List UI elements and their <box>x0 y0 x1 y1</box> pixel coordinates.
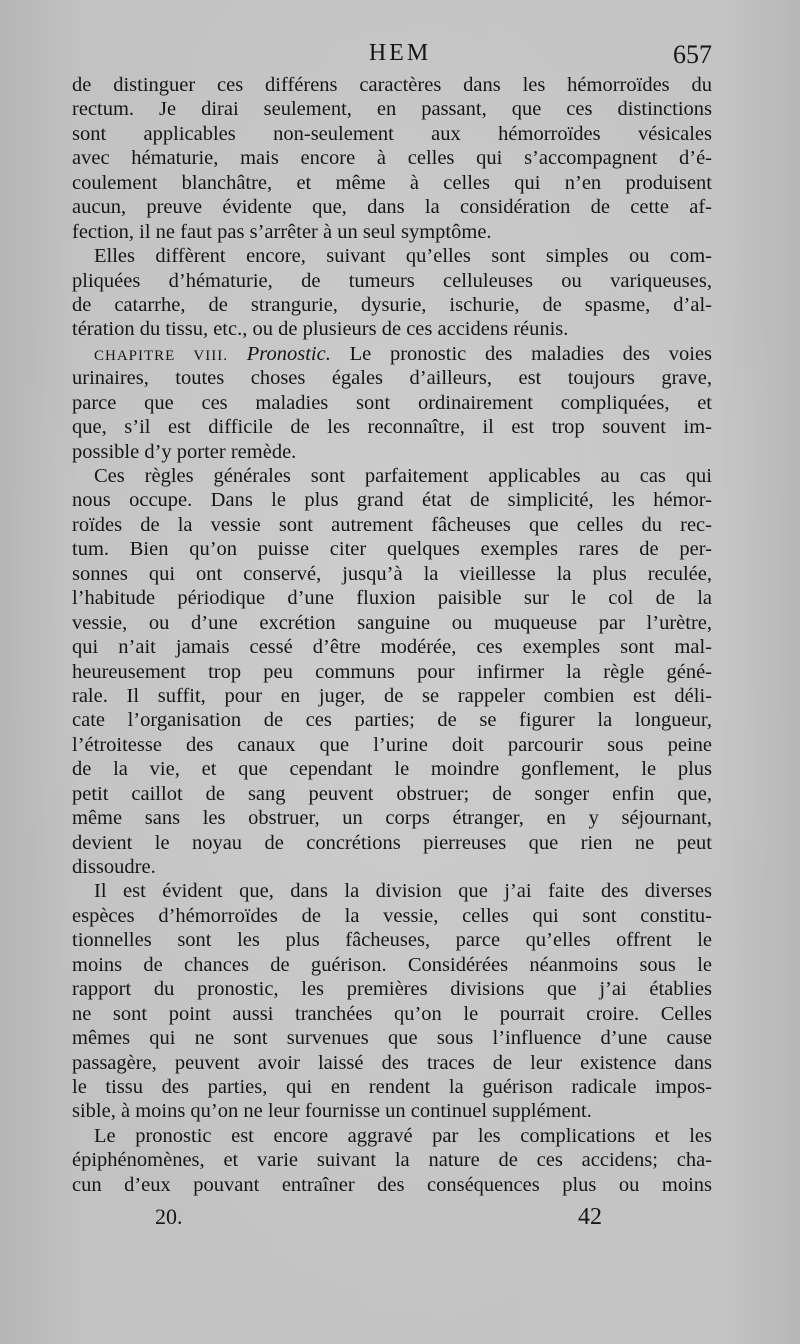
text-line: ne sont point aussi tranchées qu’on le pourrait croire. Celles <box>72 1002 712 1025</box>
text-line: le tissu des parties, qui en rendent la guérison radicale impos- <box>72 1075 712 1098</box>
text-line: même sans les obstruer, un corps étranger, en y séjournant, <box>72 807 712 830</box>
paragraph <box>72 464 712 879</box>
paragraph <box>72 1124 712 1197</box>
text-line: rapport du pronostic, les premières divisions que j’ai établies <box>72 978 712 1001</box>
page-footer <box>0 1204 800 1240</box>
paragraph <box>72 879 712 1123</box>
text-line: heureusement trop peu communs pour infirmer la règle géné- <box>72 660 712 683</box>
text-line: tionnelles sont les plus fâcheuses, parce qu’elles offrent le <box>72 929 712 952</box>
page-number: 657 <box>673 40 712 69</box>
text-line: passagère, peuvent avoir laissé des traces de leur existence dans <box>72 1051 712 1074</box>
text-line: sible, à moins qu’on ne leur fournisse un continuel supplément. <box>72 1100 592 1123</box>
chapter-paragraph <box>72 342 712 464</box>
text-line: vessie, ou d’une excrétion sanguine ou muqueuse par l’urètre, <box>72 611 712 634</box>
text-line: petit caillot de sang peuvent obstruer; de songer enfin que, <box>72 782 712 805</box>
text-line: l’étroitesse des canaux que l’urine doit parcourir sous peine <box>72 733 712 756</box>
text-line: l’habitude périodique d’une fluxion paisible sur le col de la <box>72 587 712 610</box>
text-line: épiphénomènes, et varie suivant la nature de ces accidens; cha- <box>72 1149 712 1172</box>
volume-signature: 20. <box>155 1204 183 1229</box>
text-line: dissoudre. <box>72 856 156 878</box>
paragraph <box>72 73 712 244</box>
text-line: pliquées d’hématurie, de tumeurs celluleuses ou variqueuses, <box>72 269 712 292</box>
chapter-first-line-text: Le pronostic des maladies des voies <box>349 342 713 365</box>
running-head <box>0 38 800 74</box>
text-line: Le pronostic est encore aggravé par les complications et les <box>94 1124 712 1147</box>
text-line: aucun, preuve évidente que, dans la considération de cette af- <box>72 196 712 219</box>
text-line: roïdes de la vessie sont autrement fâcheuses que celles du rec- <box>72 513 712 536</box>
text-line: sont applicables non-seulement aux hémorroïdes vésicales <box>72 122 712 145</box>
text-line: moins de chances de guérison. Considérées néanmoins sous le <box>72 953 712 976</box>
text-line: Ces règles générales sont parfaitement applicables au cas qui <box>94 465 712 487</box>
text-line: de la vie, et que cependant le moindre gonflement, le plus <box>72 758 712 781</box>
text-line: cun d’eux pouvant entraîner des conséquences plus ou moins <box>72 1173 712 1196</box>
running-title: HEM <box>368 40 432 66</box>
text-line: possible d’y porter remède. <box>72 440 297 463</box>
chapter-heading-line <box>72 342 712 366</box>
text-line: avec hématurie, mais encore à celles qui s’accompagnent d’é- <box>72 147 712 170</box>
text-line: devient le noyau de concrétions pierreuses que rien ne peut <box>72 831 712 854</box>
text-line: mêmes qui ne sont survenues que sous l’influence d’une cause <box>72 1027 712 1050</box>
chapter-label: CHAPITRE VIII. <box>94 347 229 364</box>
text-line: urinaires, toutes choses égales d’ailleurs, est toujours grave, <box>72 367 712 390</box>
text-line: nous occupe. Dans le plus grand état de simplicité, les hémor- <box>72 489 712 512</box>
text-line: coulement blanchâtre, et même à celles qui n’en produisent <box>72 171 712 194</box>
text-line: que, s’il est difficile de les reconnaître, il est trop souvent im- <box>72 416 712 439</box>
text-line: espèces d’hémorroïdes de la vessie, celles qui sont constitu- <box>72 904 712 927</box>
text-line: rectum. Je dirai seulement, en passant, que ces distinctions <box>72 98 712 121</box>
text-line: rale. Il suffit, pour en juger, de se rappeler combien est déli- <box>72 684 712 707</box>
text-line: fection, il ne faut pas s’arrêter à un seul symptôme. <box>72 220 492 243</box>
text-line: tération du tissu, etc., ou de plusieurs de ces accidens réunis. <box>72 318 569 341</box>
text-line: parce que ces maladies sont ordinairement compliquées, et <box>72 391 712 414</box>
body-text <box>72 73 712 1197</box>
text-line: qui n’ait jamais cessé d’être modérée, ces exemples sont mal- <box>72 636 712 659</box>
paragraph <box>72 244 712 342</box>
text-line: de catarrhe, de strangurie, dysurie, ischurie, de spasme, d’al- <box>72 293 712 316</box>
text-line: Il est évident que, dans la division que j’ai faite des diverses <box>94 880 712 903</box>
gathering-number: 42 <box>578 1204 602 1230</box>
text-line: tum. Bien qu’on puisse citer quelques exemples rares de per- <box>72 538 712 561</box>
text-line: cate l’organisation de ces parties; de se figurer la longueur, <box>72 709 712 732</box>
text-line: sonnes qui ont conservé, jusqu’à la vieillesse la plus reculée, <box>72 562 712 585</box>
text-line: de distinguer ces différens caractères dans les hémorroïdes du <box>72 74 712 96</box>
text-line: Elles diffèrent encore, suivant qu’elles sont simples ou com- <box>94 245 712 268</box>
chapter-title: Pronostic. <box>246 342 331 365</box>
